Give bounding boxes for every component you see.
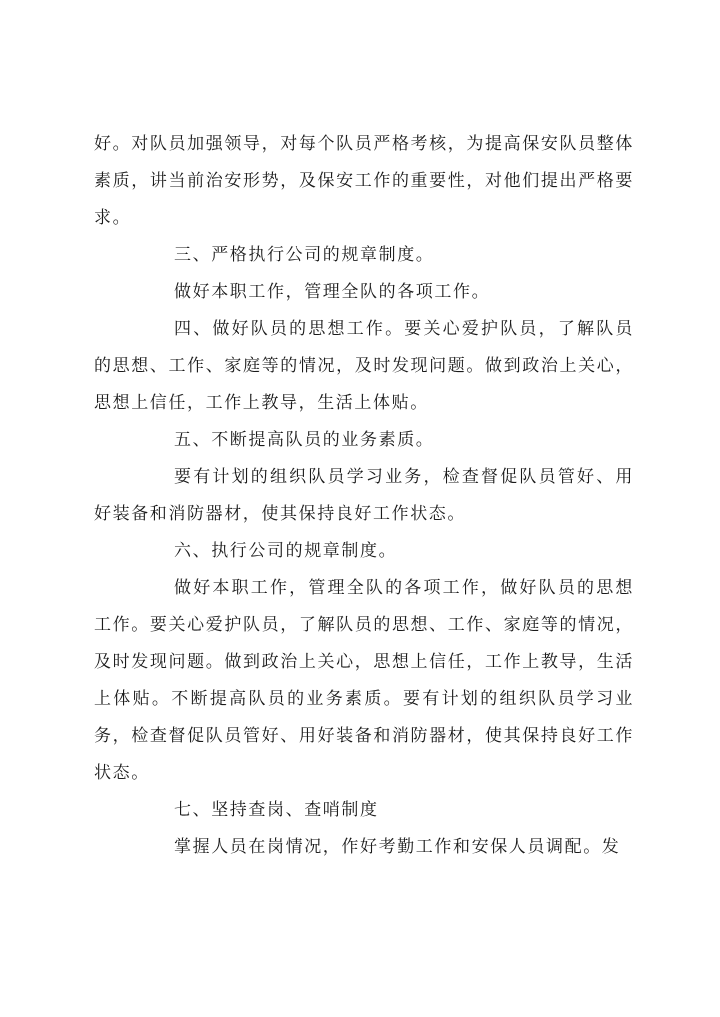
body-paragraph: 要有计划的组织队员学习业务，检查督促队员管好、用好装备和消防器材，使其保持良好工作状态。 bbox=[94, 467, 634, 524]
section-heading-4: 四、做好队员的思想工作。要关心爱护队员，了解队员的思想、工作、家庭等的情况，及时发现问题。做到政治上关心，思想上信任，工作上教导，生活上体贴。 bbox=[94, 319, 634, 413]
section-heading-5: 五、不断提高队员的业务素质。 bbox=[174, 430, 435, 450]
document-body bbox=[94, 126, 634, 866]
body-paragraph: 掌握人员在岗情况，作好考勤工作和安保人员调配。发 bbox=[174, 837, 621, 857]
section-heading-3: 三、严格执行公司的规章制度。 bbox=[174, 245, 435, 265]
body-paragraph: 好。对队员加强领导，对每个队员严格考核，为提高保安队员整体素质，讲当前治安形势，及保安工作的重要性，对他们提出严格要求。 bbox=[94, 134, 634, 228]
body-paragraph: 做好本职工作，管理全队的各项工作，做好队员的思想工作。要关心爱护队员，了解队员的思想、工作、家庭等的情况，及时发现问题。做到政治上关心，思想上信任，工作上教导，生活上体贴。不断提高队员的业务素质。要有计划的组织队员学习业务，检查督促队员管好、用好装备和消防器材，使其保持良好工作状态。 bbox=[94, 578, 634, 783]
body-paragraph: 做好本职工作，管理全队的各项工作。 bbox=[174, 282, 491, 302]
section-heading-6: 六、执行公司的规章制度。 bbox=[174, 541, 398, 561]
section-heading-7: 七、坚持查岗、查哨制度 bbox=[174, 800, 379, 820]
